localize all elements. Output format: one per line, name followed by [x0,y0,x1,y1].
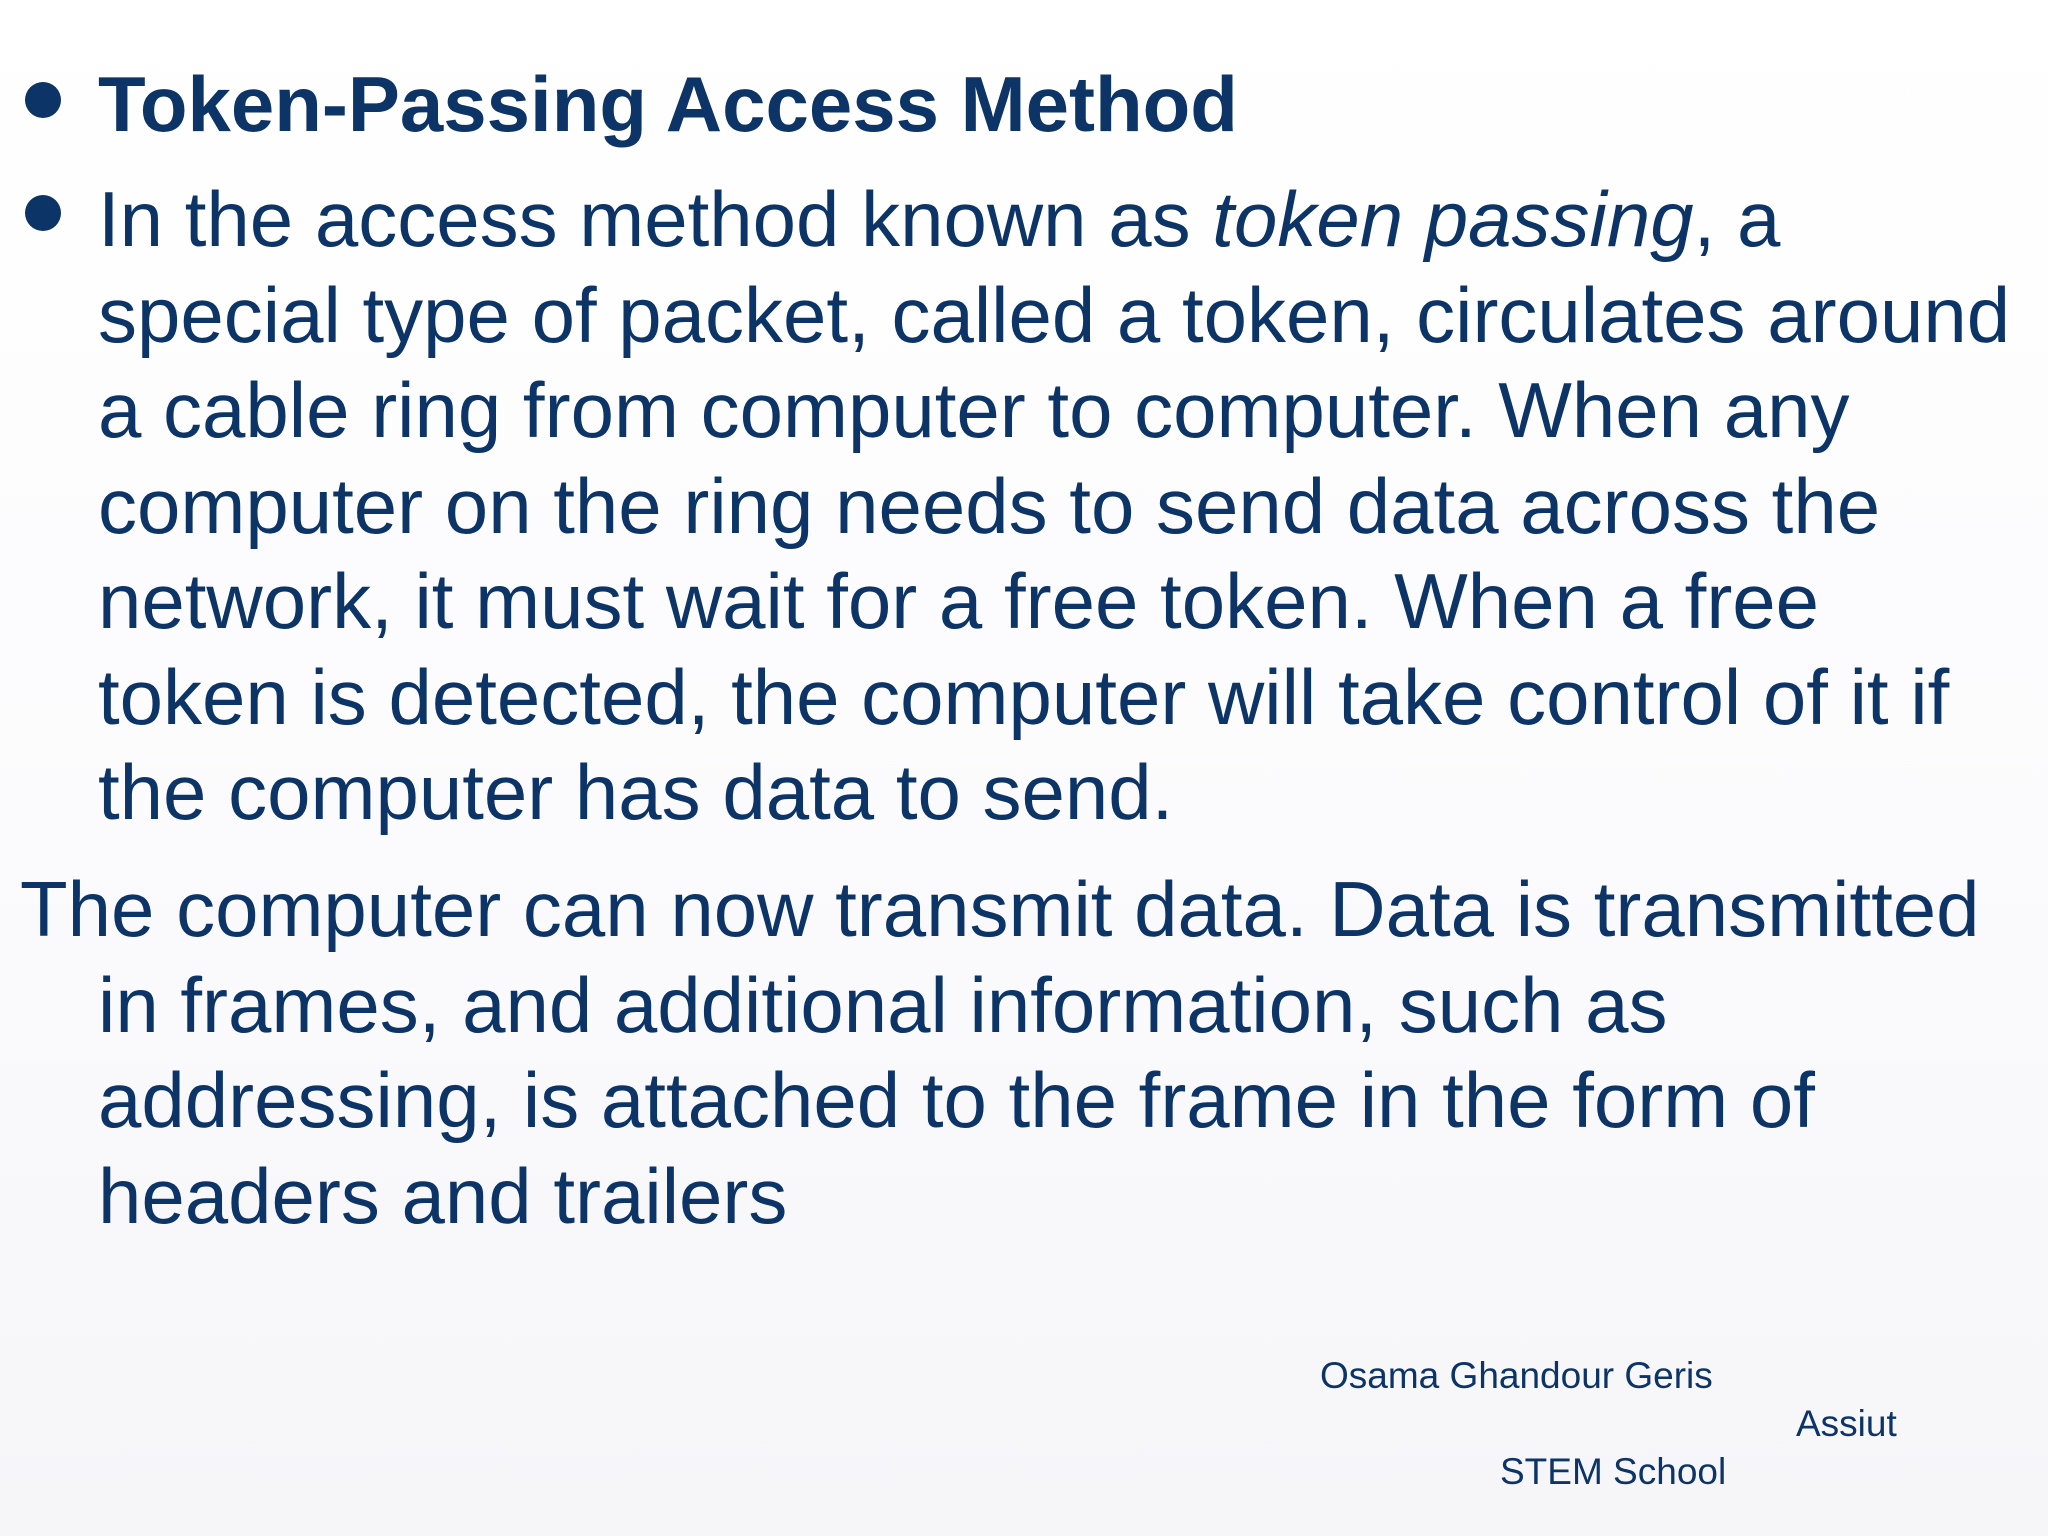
footer-school: STEM School [1500,1451,1727,1492]
paragraph-line: computer on the ring needs to send data across the [98,461,1881,550]
paragraph-line: addressing, is attached to the frame in the form of [98,1056,1815,1144]
paragraph-transmit [20,862,1980,1244]
footer-author: Osama Ghandour Geris [1320,1355,1713,1396]
paragraph-line: The computer can now transmit data. Data is transmitted [20,865,1980,953]
bullet-point [25,195,61,231]
paragraph-line [98,172,2010,268]
paragraph-line: headers and trailers [98,1151,788,1240]
paragraph-line: token is detected, the computer will take control of it if [98,652,1950,741]
text-segment: , a [1693,175,1781,263]
bullet-point [25,82,61,118]
paragraph-token-passing [98,172,2010,841]
paragraph-line: in frames, and additional information, such as [98,960,1668,1049]
slide-heading: Token-Passing Access Method [98,60,1238,148]
paragraph-line: the computer has data to send. [98,748,1174,836]
footer-city: Assiut [1796,1403,1897,1444]
paragraph-line: a cable ring from computer to computer. When any [98,366,1850,454]
text-segment: In the access method known as [98,175,1213,263]
paragraph-line: special type of packet, called a token, circulates around [98,270,2011,359]
paragraph-line: network, it must wait for a free token. When a free [98,557,1820,645]
italic-term: token passing [1212,175,1694,263]
